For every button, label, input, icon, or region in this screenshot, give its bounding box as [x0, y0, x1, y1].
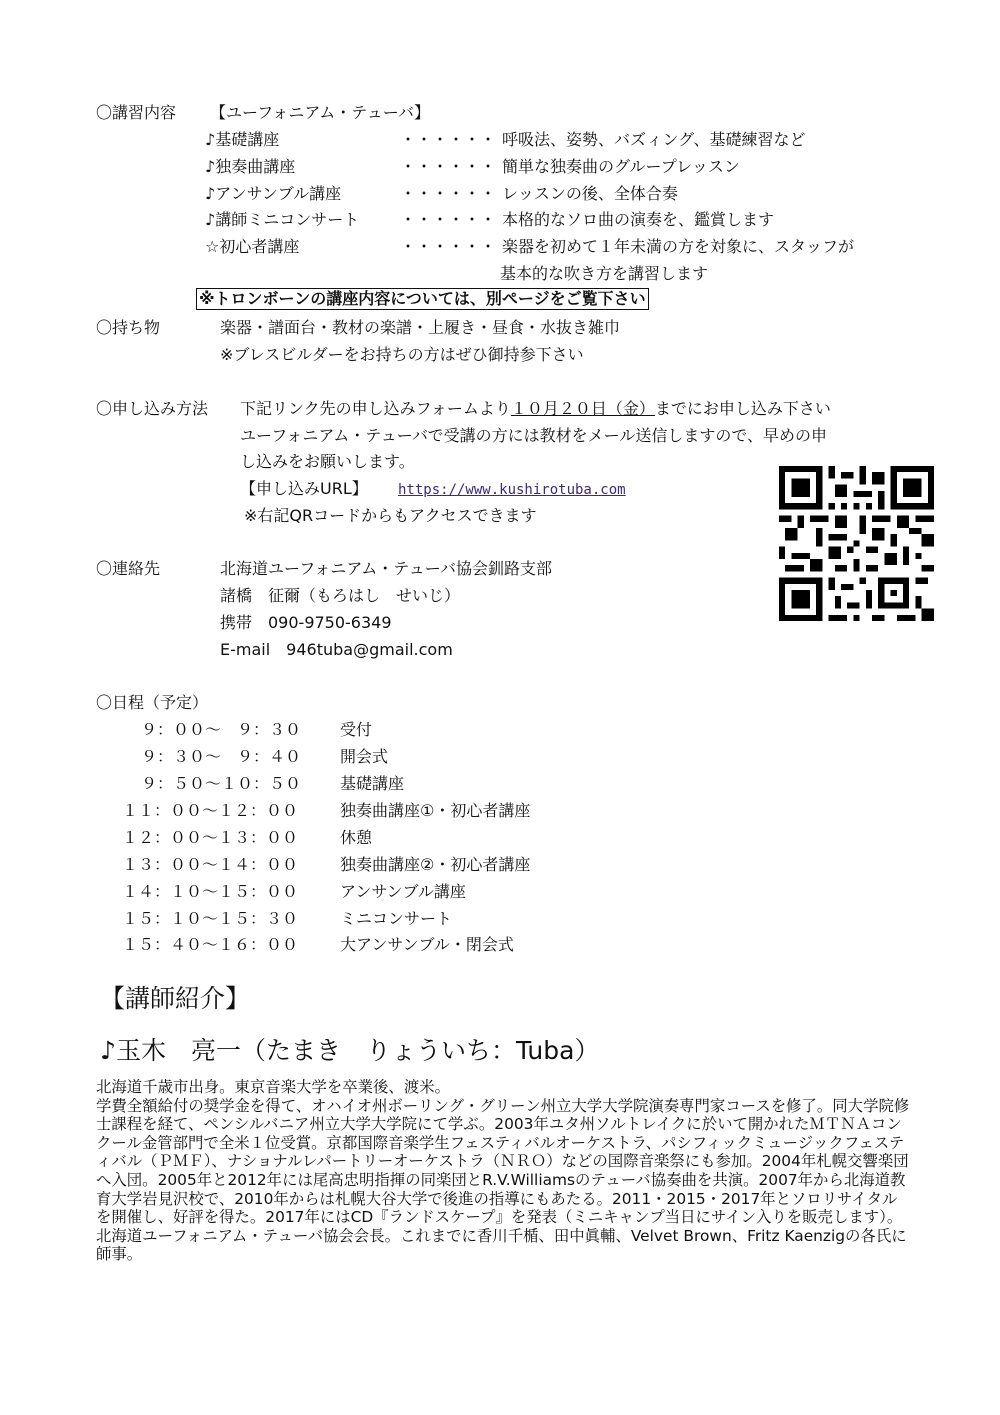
apply-label: 〇申し込み方法	[96, 399, 209, 418]
apply-line3: し込みをお願いします。	[240, 452, 415, 471]
schedule-event: 開会式	[340, 747, 389, 766]
apply-line1-pre: 下記リンク先の申し込みフォームより	[240, 399, 511, 418]
schedule-time: ９：００～ ９：３０	[141, 720, 302, 739]
instructor-section-title: 【講師紹介】	[100, 984, 251, 1013]
course-category: 【ユーフォニアム・テューバ】	[210, 103, 431, 122]
contact-name: 諸橋 征爾（もろはし せいじ）	[220, 586, 461, 605]
course-item-name: ♪アンサンブル講座	[205, 184, 342, 203]
schedule-time: １５：４０～１６：００	[122, 935, 299, 954]
url-label: 【申し込みURL】	[240, 479, 368, 498]
schedule-event: アンサンブル講座	[340, 882, 466, 901]
schedule-event: 基礎講座	[340, 774, 405, 793]
trombone-note: ※トロンボーンの講座内容については、別ページをご覧下さい	[196, 288, 649, 310]
apply-deadline: １０月２０日（金）	[510, 399, 655, 418]
schedule-time: １５：１０～１５：３０	[122, 909, 299, 928]
belongings-note: ※ブレスビルダーをお持ちの方はぜひ御持参下さい	[220, 345, 584, 364]
apply-line1	[240, 399, 831, 419]
course-item-dots: ・・・・・・	[400, 210, 497, 229]
schedule-event: 独奏曲講座②・初心者講座	[340, 855, 531, 874]
course-item-name: ♪独奏曲講座	[205, 157, 296, 176]
course-item-dots: ・・・・・・	[400, 130, 497, 149]
contact-phone: 携帯 090-9750-6349	[220, 613, 392, 632]
course-item-name: ♪基礎講座	[205, 130, 280, 149]
schedule-time: １２：００～１３：００	[122, 828, 299, 847]
schedule-time: ９：３０～ ９：４０	[141, 747, 302, 766]
contact-label: 〇連絡先	[96, 559, 161, 578]
course-item-name: ♪講師ミニコンサート	[205, 210, 360, 229]
course-label: 〇講習内容	[96, 103, 177, 122]
course-item-desc-cont: 基本的な吹き方を講習します	[500, 264, 709, 283]
schedule-label: 〇日程（予定）	[96, 693, 209, 712]
belongings-list: 楽器・譜面台・教材の楽譜・上履き・昼食・水抜き雑巾	[220, 318, 621, 337]
instructor-bio: 北海道千歳市出身。東京音楽大学を卒業後、渡米。 学費全額給付の奨学金を得て、オハイオ州ボーリング・グリーン州立大学大学院演奏専門家コースを修了。同大学院修士課程を経て、ペンシルバニア州立大学大学院にて学ぶ。2003年ユタ州ソルトレイクに於いて開かれたＭＴＮＡコンクール金管部門で全米１位受賞。京都国際音楽学生フェスティバルオーケストラ、パシフィックミュージックフェスティバル（ＰＭＦ）、ナショナルレパートリーオーケストラ（ＮＲＯ）などの国際音楽祭にも参加。2004年札幌交響楽団へ入団。2005年と2012年には尾高忠明指揮の同楽団とR.V.Williamsのテューバ協奏曲を共演。2007年から北海道教育大学岩見沢校で、2010年からは札幌大谷大学で後進の指導にもあたる。2011・2015・2017年とソロリサイタルを開催し、好評を得た。2017年にはCD『ランドスケープ』を発表（ミニキャンプ当日にサイン入りを販売します）。北海道ユーフォニアム・テューバ協会会長。これまでに香川千楯、田中眞輔、Velvet Brown、Fritz Kaenzigの各氏に師事。	[96, 1078, 910, 1264]
apply-line2: ユーフォニアム・テューバで受講の方には教材をメール送信しますので、早めの申	[240, 426, 828, 445]
course-item-desc: 楽器を初めて１年未満の方を対象に、スタッフが	[502, 237, 855, 256]
schedule-time: ９：５０～１０：５０	[141, 774, 302, 793]
apply-line1-post: までにお申し込み下さい	[654, 399, 831, 418]
course-item-desc: 簡単な独奏曲のグループレッスン	[502, 157, 740, 176]
qr-code-icon[interactable]	[779, 466, 934, 621]
application-url-link[interactable]: https://www.kushirotuba.com	[398, 482, 626, 498]
schedule-event: ミニコンサート	[340, 909, 453, 928]
schedule-time: １１：００～１２：００	[122, 801, 299, 820]
course-item-desc: 本格的なソロ曲の演奏を、鑑賞します	[502, 210, 775, 229]
schedule-time: １３：００～１４：００	[122, 855, 299, 874]
course-item-desc: レッスンの後、全体合奏	[502, 184, 678, 203]
belongings-label: 〇持ち物	[96, 318, 161, 337]
schedule-event: 受付	[340, 720, 373, 739]
course-item-name: ☆初心者講座	[205, 237, 300, 256]
instructor-name: ♪玉木 亮一（たまき りょういち：Tuba）	[100, 1036, 600, 1065]
course-item-dots: ・・・・・・	[400, 184, 497, 203]
contact-org: 北海道ユーフォニアム・テューバ協会釧路支部	[220, 559, 553, 578]
qr-note: ※右記QRコードからもアクセスできます	[244, 506, 537, 525]
course-item-dots: ・・・・・・	[400, 237, 497, 256]
course-item-dots: ・・・・・・	[400, 157, 497, 176]
course-item-desc: 呼吸法、姿勢、バズィング、基礎練習など	[502, 130, 806, 149]
schedule-time: １４：１０～１５：００	[122, 882, 299, 901]
schedule-event: 休憩	[340, 828, 373, 847]
contact-email: E-mail 946tuba@gmail.com	[220, 640, 453, 659]
schedule-event: 大アンサンブル・閉会式	[340, 935, 514, 954]
schedule-event: 独奏曲講座①・初心者講座	[340, 801, 531, 820]
